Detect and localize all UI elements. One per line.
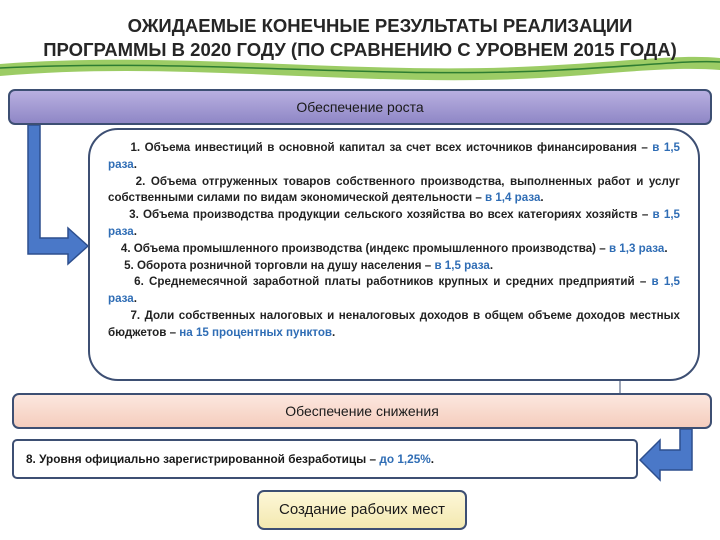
list-item: 4. Объема промышленного производства (индекс промышленного производства) – в 1,3 раза. [120, 241, 668, 255]
right-down-left-arrow-icon [640, 429, 692, 480]
page-title-line1: ОЖИДАЕМЫЕ КОНЕЧНЫЕ РЕЗУЛЬТАТЫ РЕАЛИЗАЦИИ [127, 15, 633, 36]
growth-header: Обеспечение роста [8, 89, 712, 125]
jobs-header: Создание рабочих мест [257, 490, 467, 530]
list-item: 1. Объема инвестиций в основной капитал за счет всех источников финансирования – в 1,5 раза. [108, 141, 681, 171]
list-item: 7. Доли собственных налоговых и неналоговых доходов в общем объеме доходов местных бюджетов – на 15 процентных пунктов. [108, 308, 681, 339]
page-title-line2: ПРОГРАММЫ В 2020 ГОДУ (ПО СРАВНЕНИЮ С УРОВНЕМ 2015 ГОДА) [43, 39, 677, 60]
reduction-indicator-text: 8. Уровня официально зарегистрированной безработицы – [26, 452, 377, 466]
list-item: 5. Оборота розничной торговли на душу населения – в 1,5 раза. [124, 258, 494, 272]
reduction-indicator-value: до 1,25% [376, 452, 431, 466]
list-item: 3. Объема производства продукции сельского хозяйства во всех категориях хозяйств – в 1,5 раза. [108, 208, 680, 238]
list-item: 2. Объема отгруженных товаров собственного производства, выполненных работ и услуг собственными силами по видам экономической деятельности – в 1,4 раза. [108, 174, 680, 205]
growth-indicators-list [88, 128, 700, 381]
list-item: 6. Среднемесячной заработной платы работников крупных и средних предприятий – в 1,5 раза. [108, 275, 681, 306]
reduction-header: Обеспечение снижения [12, 393, 712, 429]
reduction-indicator: 8. Уровня официально зарегистрированной безработицы – до 1,25%. [12, 439, 638, 479]
left-down-right-arrow-icon [28, 125, 88, 264]
